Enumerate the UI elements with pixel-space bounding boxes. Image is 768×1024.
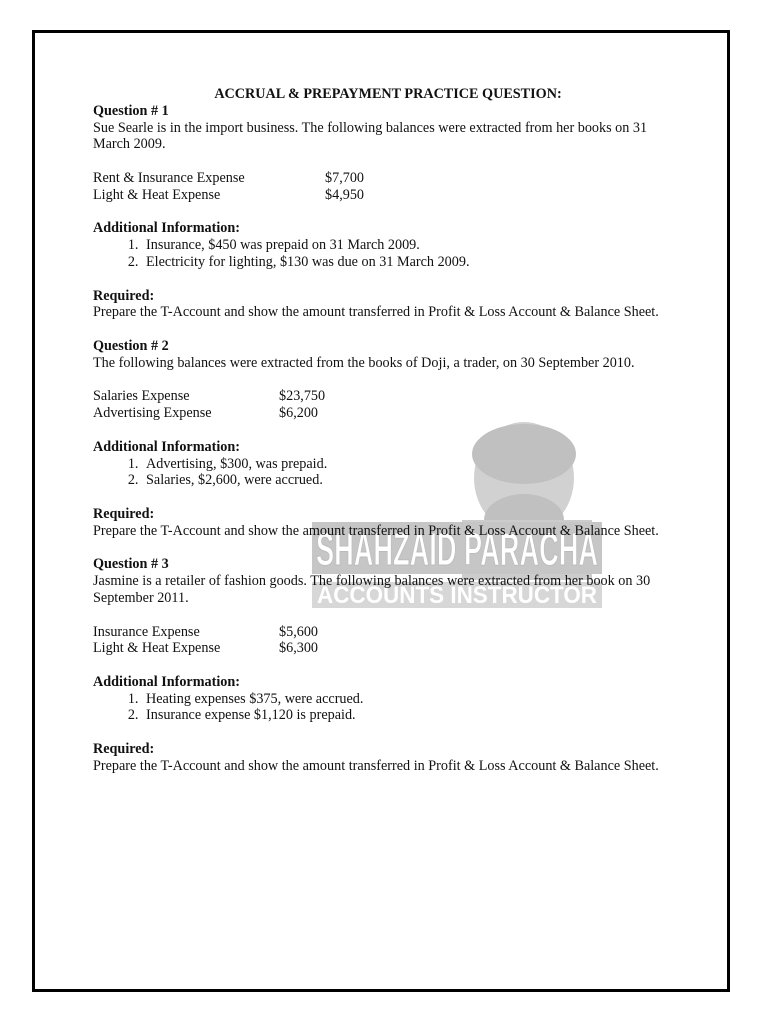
question-1 [93, 103, 683, 321]
balance-row [93, 405, 683, 422]
question-heading: Question # 3 [93, 556, 169, 573]
balance-row [93, 187, 683, 204]
list-item: 1. Insurance, $450 was prepaid on 31 March 2009. [142, 237, 683, 254]
additional-info-heading: Additional Information: [93, 438, 241, 455]
document-body [93, 86, 683, 775]
question-3 [93, 556, 683, 774]
required-text: Prepare the T-Account and show the amount transferred in Profit & Loss Account & Balance Sheet. [93, 757, 659, 774]
question-2 [93, 338, 683, 540]
additional-info-list [93, 456, 683, 490]
balance-amount: $7,700 [325, 169, 365, 186]
watermark-role: ACCOUNTS INSTRUCTOR [317, 582, 597, 609]
question-heading: Question # 1 [93, 102, 169, 119]
list-item: 2. Electricity for lighting, $130 was due on 31 March 2009. [142, 254, 683, 271]
additional-info-list [93, 237, 683, 271]
balance-label: Advertising Expense [93, 405, 212, 422]
required-heading: Required: [93, 741, 155, 758]
additional-info-heading: Additional Information: [93, 220, 241, 237]
watermark-name: SHAHZAID PARACHA [316, 523, 598, 575]
required-text: Prepare the T-Account and show the amount transferred in Profit & Loss Account & Balance Sheet. [93, 304, 659, 321]
required-text: Prepare the T-Account and show the amount transferred in Profit & Loss Account & Balance Sheet. [93, 522, 659, 539]
additional-info-heading: Additional Information: [93, 673, 241, 690]
balance-amount: $6,200 [279, 405, 319, 422]
balance-row [93, 170, 683, 187]
required-heading: Required: [93, 287, 155, 304]
question-heading: Question # 2 [93, 337, 169, 354]
balance-label: Rent & Insurance Expense [93, 169, 245, 186]
balance-label: Light & Heat Expense [93, 186, 221, 203]
list-item: 1. Advertising, $300, was prepaid. [142, 456, 683, 473]
balance-amount: $6,300 [279, 640, 319, 657]
question-intro: Jasmine is a retailer of fashion goods. The following balances were extracted from her book on 30 September 2011. [93, 573, 651, 606]
balance-label: Light & Heat Expense [93, 640, 221, 657]
balance-row [93, 624, 683, 641]
list-item: 2. Insurance expense $1,120 is prepaid. [142, 707, 683, 724]
document-title: ACCRUAL & PREPAYMENT PRACTICE QUESTION: [214, 86, 562, 102]
balance-amount: $23,750 [279, 388, 326, 405]
balance-row [93, 640, 683, 657]
balance-label: Salaries Expense [93, 388, 190, 405]
list-item: 1. Heating expenses $375, were accrued. [142, 691, 683, 708]
question-intro: The following balances were extracted from the books of Doji, a trader, on 30 September 2010. [93, 354, 635, 371]
required-heading: Required: [93, 505, 155, 522]
list-item: 2. Salaries, $2,600, were accrued. [142, 472, 683, 489]
additional-info-list [93, 691, 683, 725]
balance-row [93, 388, 683, 405]
balance-amount: $4,950 [325, 186, 365, 203]
balance-label: Insurance Expense [93, 623, 200, 640]
question-intro: Sue Searle is in the import business. The following balances were extracted from her books on 31 March 2009. [93, 119, 648, 153]
balance-amount: $5,600 [279, 623, 319, 640]
